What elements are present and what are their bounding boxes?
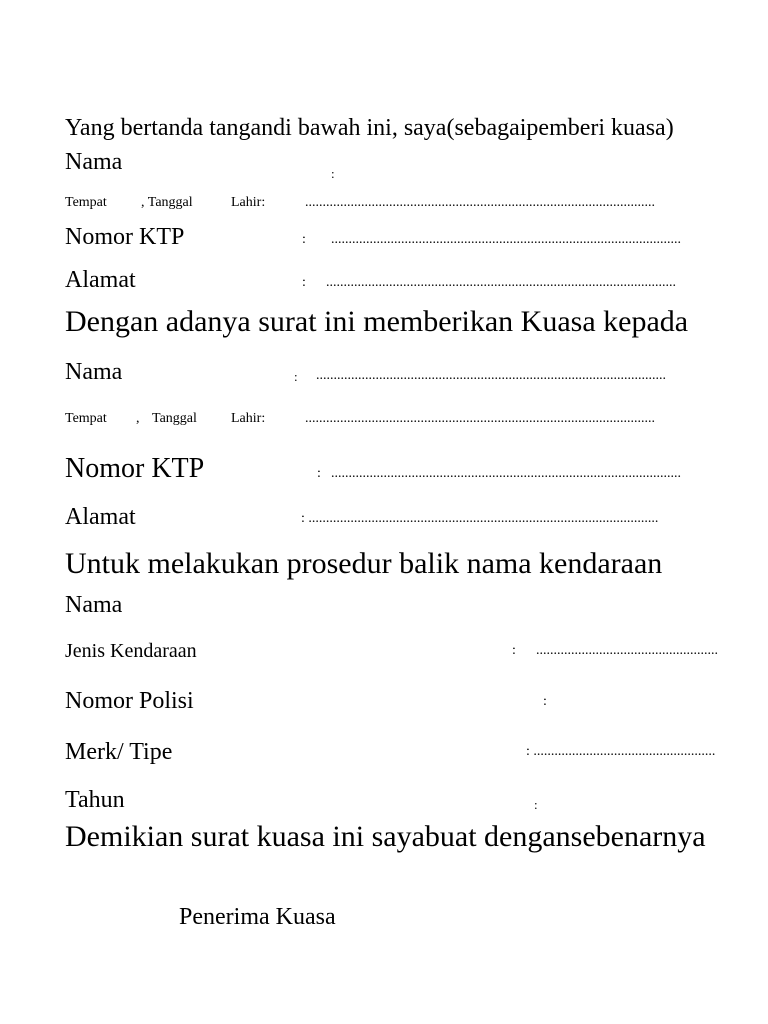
purpose-text: Untuk melakukan prosedur balik nama kendaraan — [65, 547, 663, 580]
vehicle-nama-label: Nama — [65, 592, 123, 618]
giver-ktp-dots: .................................................................................................... — [331, 232, 681, 247]
vehicle-polisi-colon: : — [543, 694, 547, 709]
vehicle-jenis-dots: .................................................... — [536, 643, 718, 658]
vehicle-jenis-colon: : — [512, 643, 516, 658]
receiver-alamat-label: Alamat — [65, 504, 136, 530]
receiver-ttl-tanggal: Tanggal — [152, 411, 197, 426]
vehicle-tahun-colon: : — [534, 797, 538, 812]
giver-alamat-colon: : — [302, 275, 306, 290]
vehicle-jenis-label: Jenis Kendaraan — [65, 640, 197, 662]
receiver-ttl-dots: .................................................................................................... — [305, 411, 655, 426]
giver-ttl-tanggal: , Tanggal — [141, 195, 193, 210]
receiver-ttl-comma: , — [136, 411, 140, 426]
document-body — [65, 0, 718, 1024]
receiver-ttl-tempat: Tempat — [65, 411, 107, 426]
giver-alamat-dots: .................................................................................................... — [326, 275, 676, 290]
giver-nama-label: Nama — [65, 149, 123, 175]
receiver-ktp-label: Nomor KTP — [65, 453, 205, 484]
vehicle-merk-label: Merk/ Tipe — [65, 739, 173, 765]
mid-text: Dengan adanya surat ini memberikan Kuasa kepada — [65, 305, 689, 338]
receiver-nama-colon: : — [294, 369, 298, 384]
receiver-ktp-colon: : — [317, 466, 321, 481]
vehicle-polisi-label: Nomor Polisi — [65, 688, 194, 714]
closing-text: Demikian surat kuasa ini sayabuat dengansebenarnya — [65, 820, 706, 853]
vehicle-merk-value: : .................................................... — [526, 744, 716, 759]
giver-ttl-lahir: Lahir: — [231, 195, 266, 210]
giver-ktp-colon: : — [302, 232, 306, 247]
giver-nama-colon: : — [331, 166, 335, 181]
penerima-kuasa-label: Penerima Kuasa — [179, 904, 336, 930]
giver-ttl-dots: .................................................................................................... — [305, 195, 655, 210]
intro-text: Yang bertanda tangandi bawah ini, saya(sebagaipemberi kuasa) — [65, 115, 674, 141]
vehicle-tahun-label: Tahun — [65, 787, 125, 813]
receiver-nama-dots: .................................................................................................... — [316, 368, 666, 383]
receiver-alamat-value: : .................................................................................................... — [301, 511, 659, 526]
giver-ttl-tempat: Tempat — [65, 195, 107, 210]
receiver-nama-label: Nama — [65, 359, 123, 385]
receiver-ktp-dots: .................................................................................................... — [331, 466, 681, 481]
giver-alamat-label: Alamat — [65, 267, 136, 293]
giver-ktp-label: Nomor KTP — [65, 224, 185, 250]
receiver-ttl-lahir: Lahir: — [231, 411, 266, 426]
